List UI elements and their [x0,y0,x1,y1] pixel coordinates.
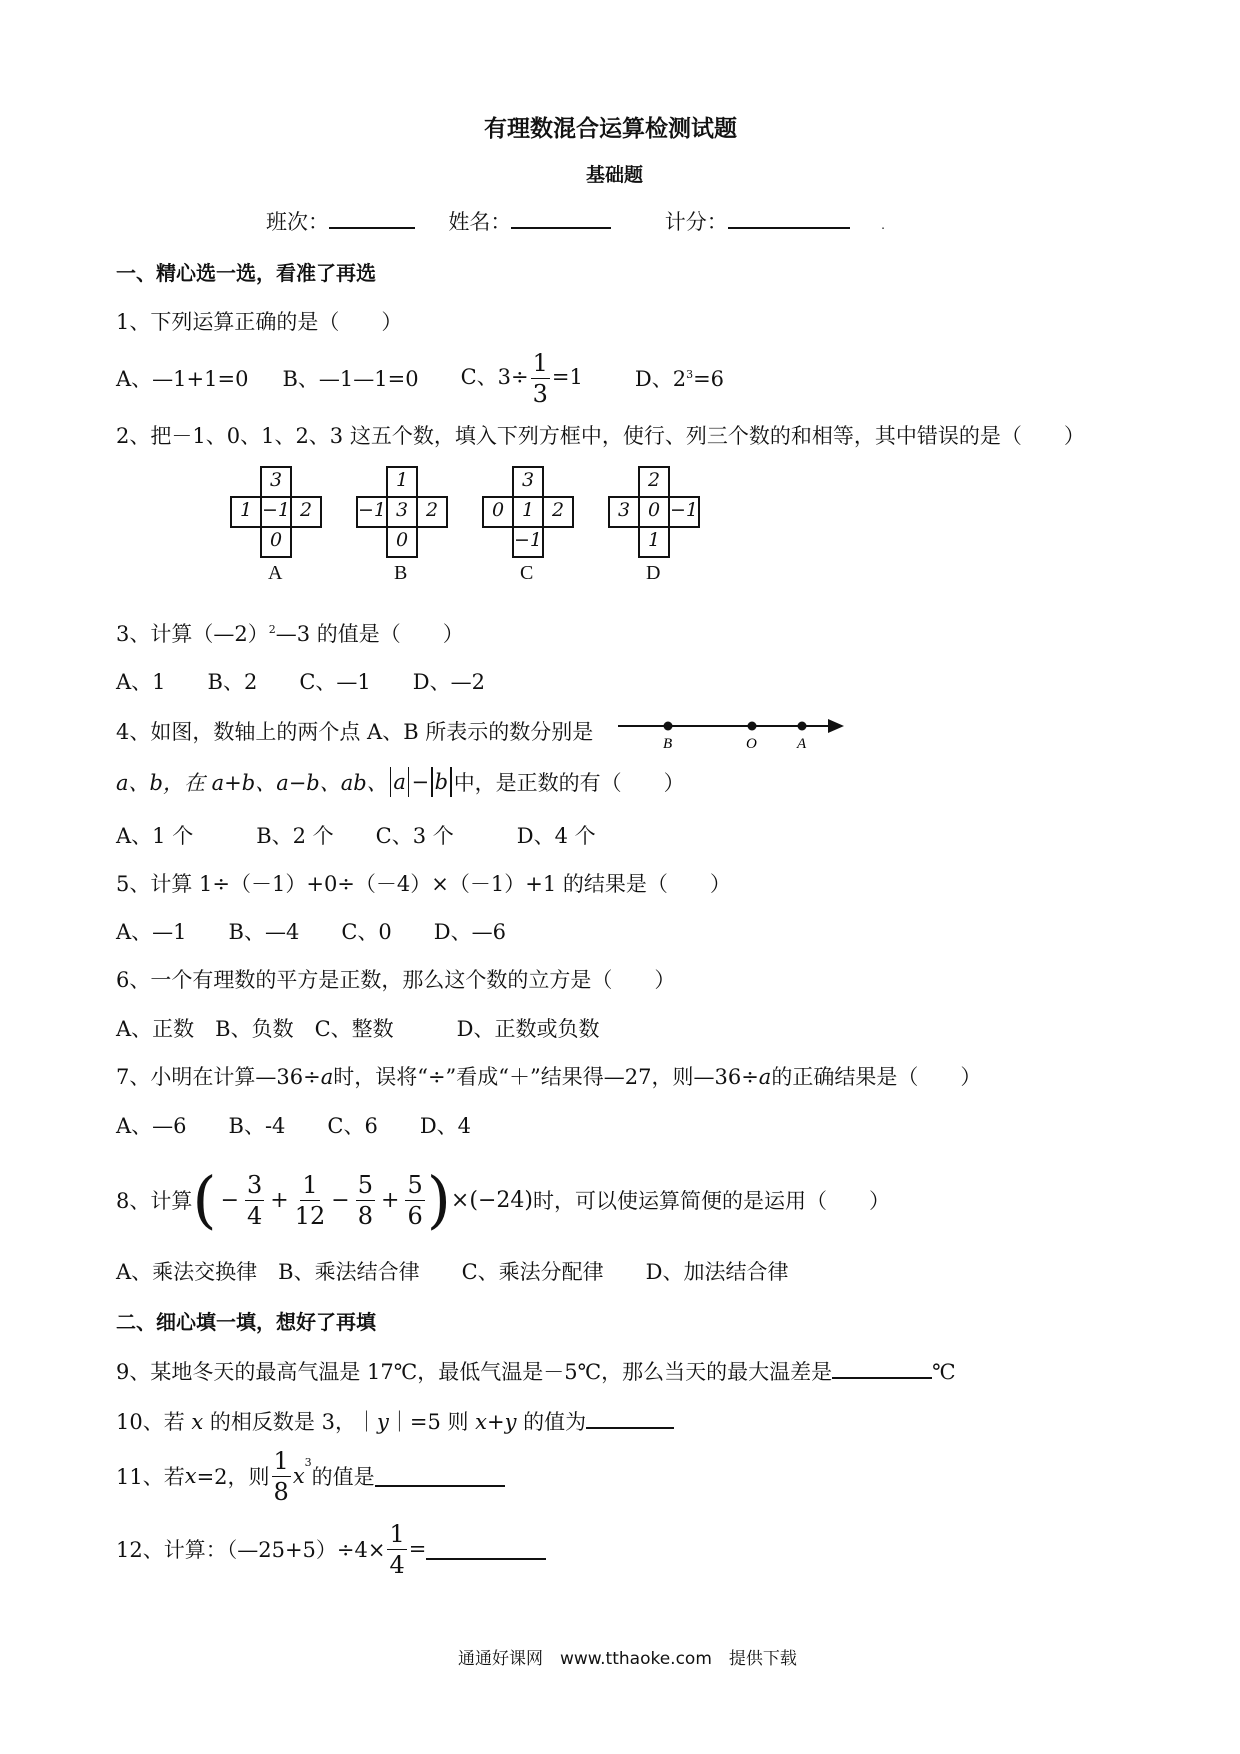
cross-b-cell-left: −1 [356,496,388,528]
q8-sign-3: + [381,1187,400,1213]
q1-option-d: D、$2^3=6$ [634,367,725,391]
cross-c-cell-center: 1 [512,496,544,528]
point-a [798,722,807,731]
label-a: A [797,736,807,750]
cross-c-cell-left: 0 [482,496,514,528]
page-title: 有理数混合运算检测试题 [484,116,737,142]
q8-sign-2: − [331,1187,350,1213]
q8-sign-1: + [270,1187,289,1213]
cross-c-cell-right: 2 [542,496,574,528]
q8-fraction-1: $\frac{1}{12}$ [294,1170,326,1230]
cross-b-cell-bottom: 0 [386,526,418,558]
q4-line2: a、b，在 a+b、a−b、ab、 a − b 中，是正数的有（ ） [116,762,685,802]
cross-a-cell-top: 3 [260,466,292,498]
q1-stem: 1、下列运算正确的是（ ） [116,310,403,334]
q6-stem: 6、一个有理数的平方是正数，那么这个数的立方是（ ） [116,968,676,992]
section-1-heading: 一、精心选一选，看准了再选 [116,261,376,285]
class-field[interactable] [329,207,415,229]
q4-options: A、1 个 B、2 个 C、3 个 D、4 个 [116,824,596,848]
q4-number-line [612,710,852,750]
q6-options: A、正数 B、负数 C、整数 D、正数或负数 [116,1017,600,1041]
point-b [664,722,673,731]
q3-stem: 3、计算（—2）$^2$—3 的值是（ ） [116,622,464,646]
cross-b-cell-right: 2 [416,496,448,528]
section-2-heading: 二、细心填一填，想好了再填 [116,1310,376,1334]
q3-options: A、1 B、2 C、—1 D、—2 [116,670,485,694]
q8-fraction-2: $\frac{5}{8}$ [357,1170,373,1230]
name-field[interactable] [511,207,611,229]
cross-d-cell-left: 3 [608,496,640,528]
q9-answer-blank[interactable] [832,1357,932,1379]
cross-a-cell-bottom: 0 [260,526,292,558]
q8-fraction-3: $\frac{5}{6}$ [407,1170,423,1230]
student-info-row [266,206,885,236]
trailing-dot: . [881,218,885,232]
q11-fraction: $\frac{1}{8}$ [273,1446,289,1506]
q7-options: A、—6 B、-4 C、6 D、4 [116,1114,472,1138]
q9-stem: 9、某地冬天的最高气温是 17℃，最低气温是－5℃，那么当天的最大温差是 ℃ [116,1356,956,1386]
cross-d-cell-center: 0 [638,496,670,528]
cross-c-cell-top: 3 [512,466,544,498]
score-label: 计分： [664,210,728,234]
q5-options: A、—1 B、—4 C、0 D、—6 [116,920,506,944]
q1-c-fraction: $\frac{1}{3}$ [532,348,548,408]
cross-d-cell-right: −1 [668,496,700,528]
cross-a-label: A [268,562,283,584]
q1-options [116,350,724,406]
cross-c-label: C [520,562,534,584]
q2-stem: 2、把－1、0、1、2、3 这五个数，填入下列方框中，使行、列三个数的和相等，其中错误的是（ ） [116,424,1085,448]
q4-stem: 4、如图，数轴上的两个点 A、B 所表示的数分别是 [116,720,594,744]
q5-stem: 5、计算 1÷（－1）+0÷（－4）×（－1）+1 的结果是（ ） [116,872,731,896]
cross-b-cell-center: 3 [386,496,418,528]
label-b: B [663,736,673,750]
q10-stem: 10、若 x 的相反数是 3，｜y｜=5 则 x+y 的值为 [116,1406,674,1436]
page-footer: 通通好课网 www.tthaoke.com 提供下载 [458,1649,797,1669]
cross-a-cell-right: 2 [290,496,322,528]
cross-b-label: B [394,562,408,584]
q12-answer-blank[interactable] [426,1538,546,1560]
q8-sign-0: − [220,1187,240,1213]
cross-a-cell-left: 1 [230,496,262,528]
cross-d-cell-bottom: 1 [638,526,670,558]
q11-answer-blank[interactable] [375,1465,505,1487]
page-subtitle: 基础题 [586,164,644,186]
q7-stem: 7、小明在计算—36÷a时，误将“÷”看成“＋”结果得—27，则—36÷a的正确结果是（ ） [116,1065,982,1089]
label-o: O [746,736,757,750]
cross-d-label: D [646,562,661,584]
q11-stem: 11、若 x =2，则 $\frac{1}{8}$ x 3 的值是 [116,1446,505,1506]
q8-fraction-0: $\frac{3}{4}$ [247,1170,263,1230]
q1-option-c: C、3÷ $\frac{1}{3}$ =1 [460,348,583,408]
class-label: 班次： [266,210,329,234]
q10-answer-blank[interactable] [586,1407,674,1429]
cross-d-cell-top: 2 [638,466,670,498]
cross-c-cell-bottom: −1 [512,526,544,558]
q8-expression: 8、计算 ( − $\frac{3}{4}$ + $\frac{1}{12}$ − $\frac{5}{8}$ + $\frac{5}{6}$ ) ×(−24) 时，可以使运算简便的是运用（ ） [116,1163,890,1236]
q1-option-a: A、—1+1=0 [116,367,249,391]
q1-option-b: B、—1—1=0 [282,367,419,391]
q12-stem: 12、计算：（—25+5）÷4× $\frac{1}{4}$ = [116,1518,546,1580]
point-o [748,722,757,731]
cross-a-cell-center: −1 [260,496,292,528]
score-field[interactable] [728,207,850,229]
name-label: 姓名： [448,210,512,234]
q12-fraction: $\frac{1}{4}$ [389,1519,405,1579]
q8-options: A、乘法交换律 B、乘法结合律 C、乘法分配律 D、加法结合律 [116,1260,789,1284]
cross-b-cell-top: 1 [386,466,418,498]
